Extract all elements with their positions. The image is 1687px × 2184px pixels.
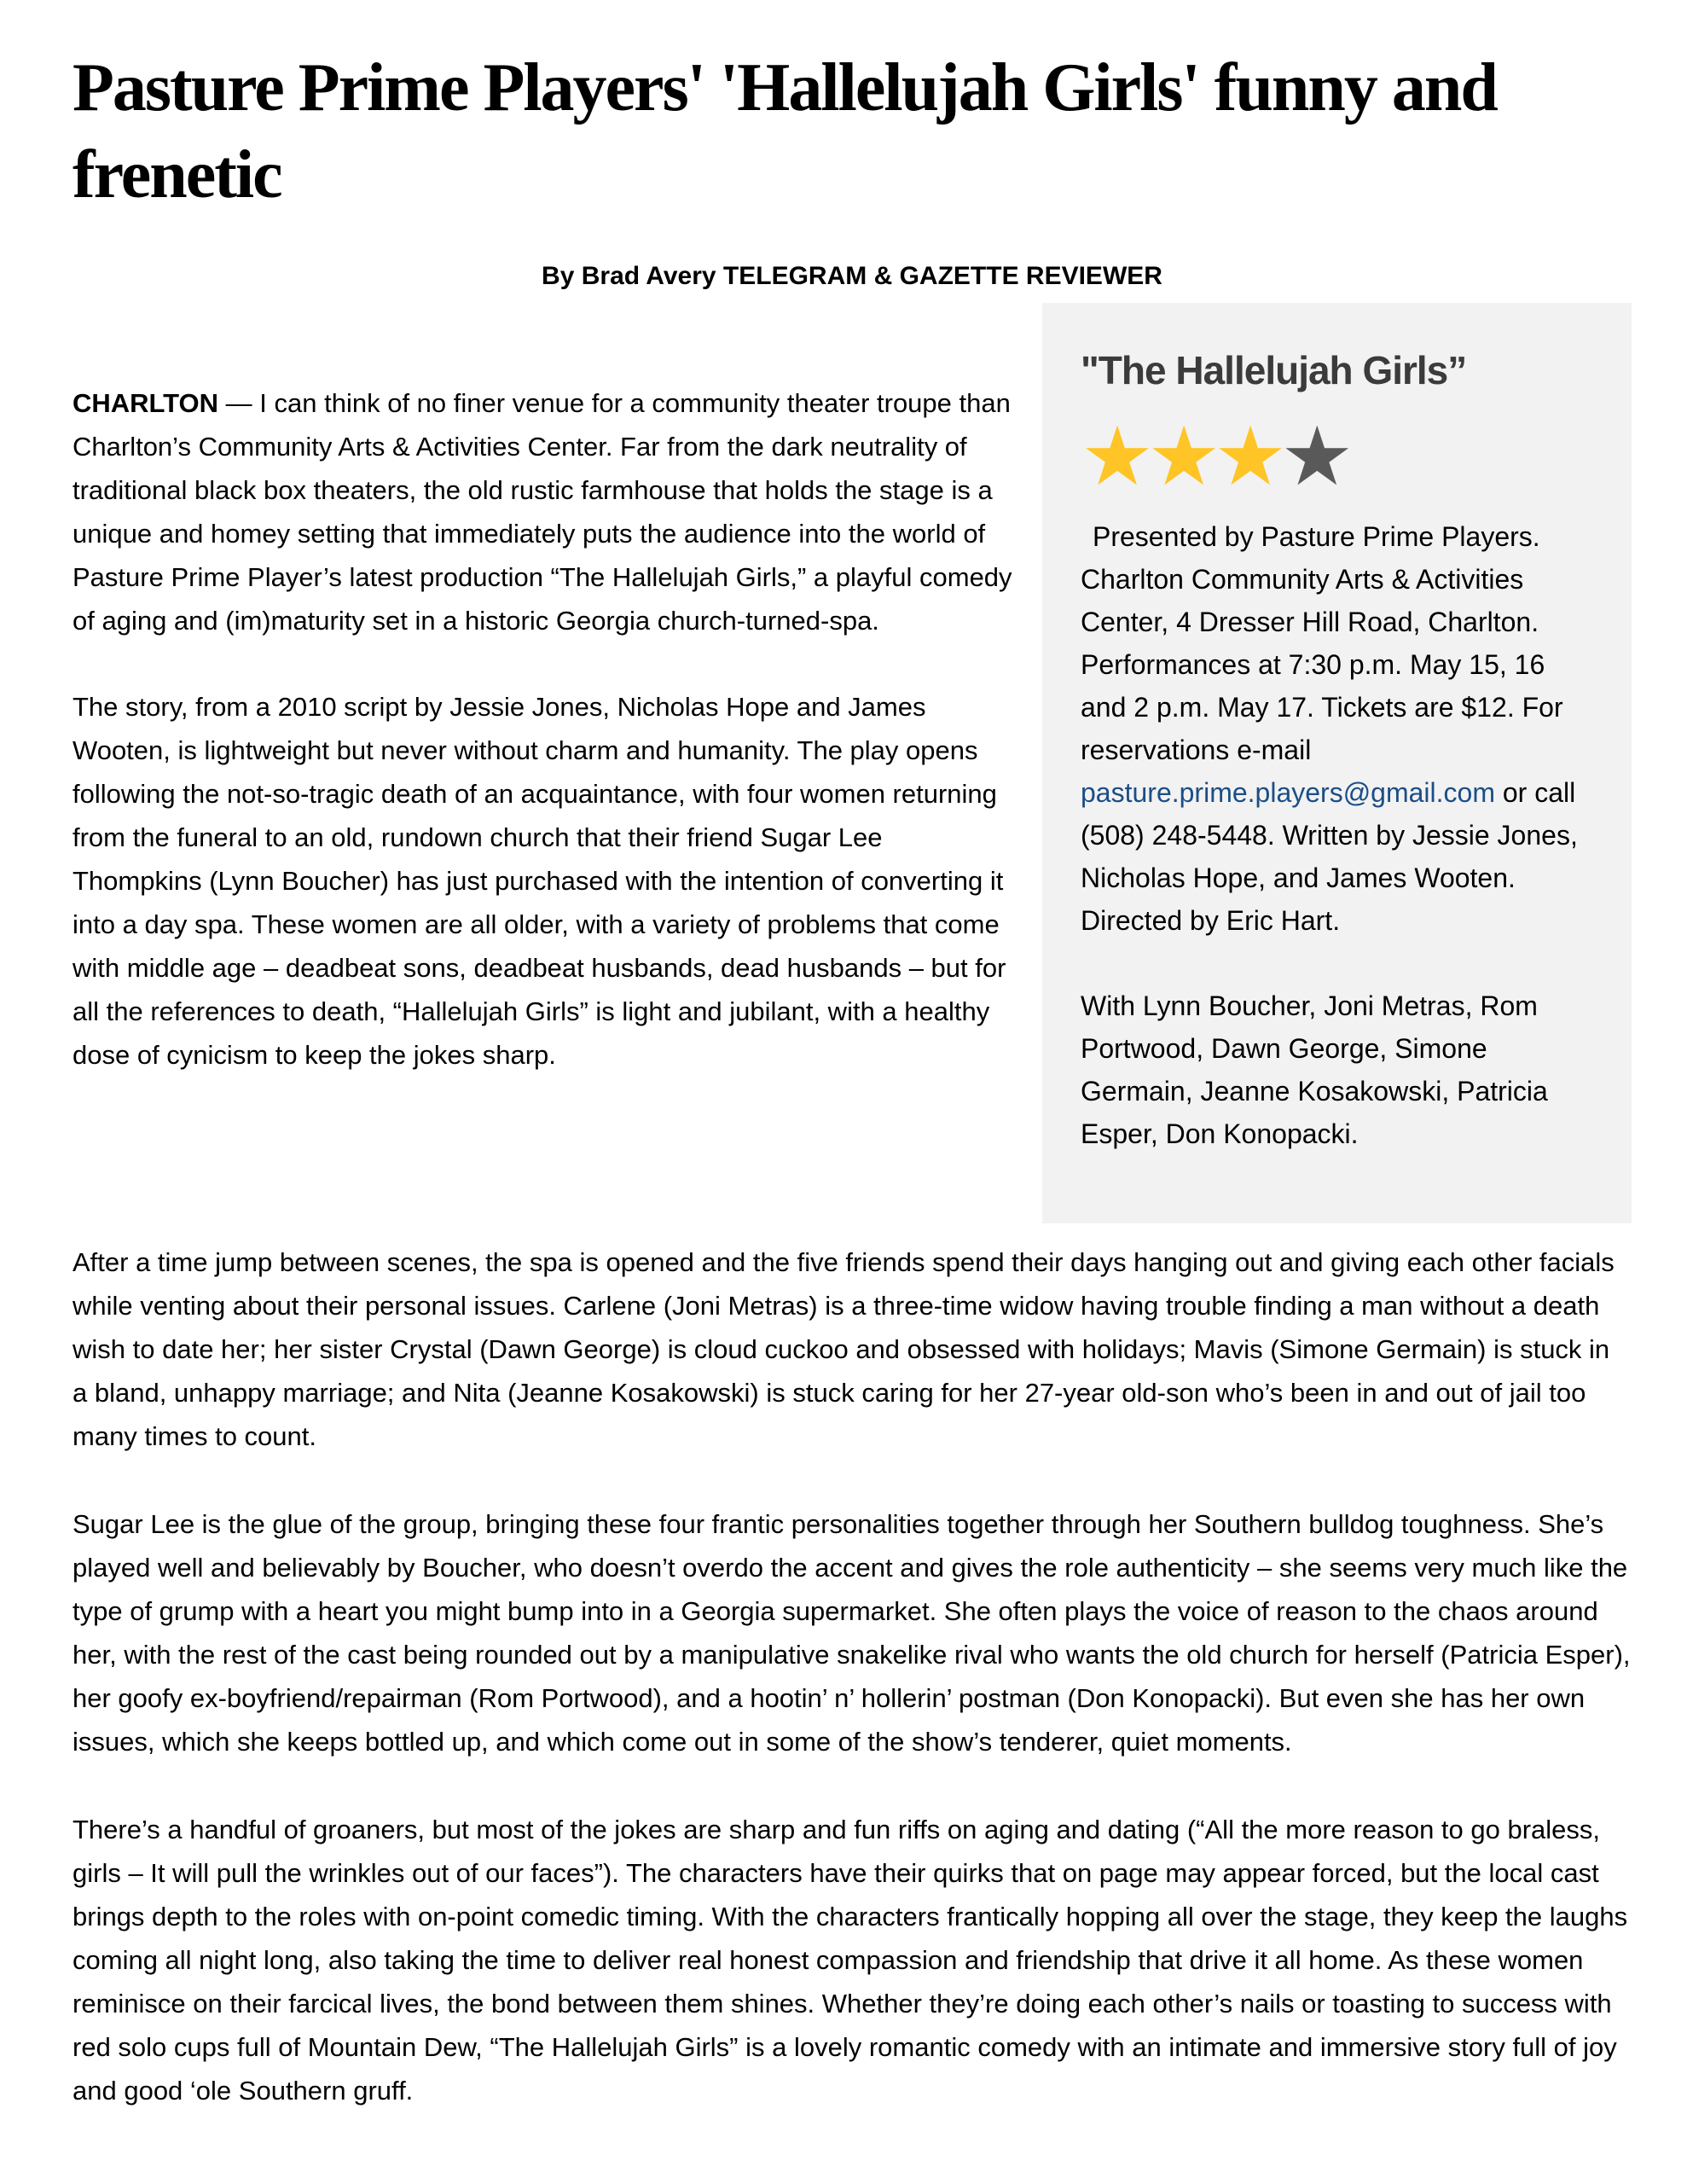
star-filled-icon: ★ bbox=[1214, 408, 1281, 504]
article-lead-paragraph bbox=[72, 381, 1018, 642]
email-link[interactable]: pasture.prime.players@gmail.com bbox=[1081, 776, 1495, 808]
show-title: "The Hallelujah Girls” bbox=[1081, 347, 1467, 392]
article-paragraph: Sugar Lee is the glue of the group, bringing these four frantic personalities together through her Southern bulldog toughness. She’s played well and believably by Boucher, who doesn’t overdo the accent and gives the role authenticity – she seems very much like the type of grump with a heart you might bump into in a Georgia supermarket. She often plays the voice of reason to the chaos around her, with the rest of the cast being rounded out by a manipulative snakelike rival who wants the old church for herself (Patricia Esper), her goofy ex-boyfriend/repairman (Rom Portwood), and a hootin’ n’ hollerin’ postman (Don Konopacki). But even she has her own issues, which she keeps bottled up, and which come out in some of the show’s tenderer, quiet moments. bbox=[72, 1508, 1631, 1757]
dateline: CHARLTON bbox=[72, 387, 219, 418]
star-filled-icon: ★ bbox=[1147, 408, 1215, 504]
cast-list: With Lynn Boucher, Joni Metras, Rom Portwood, Dawn George, Simone Germain, Jeanne Kosakowski, Patricia Esper, Don Konopacki. bbox=[1081, 990, 1548, 1149]
lead-paragraph-text: — I can think of no finer venue for a community theater troupe than Charlton’s Community Arts & Activities Center. Far from the dark neutrality of traditional black box theaters, the old rustic farmhouse that holds the stage is a unique and homey setting that immediately puts the audience into the world of Pasture Prime Player’s latest production “The Hallelujah Girls,” a playful comedy of aging and (im)maturity set in a historic Georgia church-turned-spa. bbox=[72, 387, 1012, 636]
article-paragraph: The story, from a 2010 script by Jessie Jones, Nicholas Hope and James Wooten, is lightweight but never without charm and humanity. The play opens following the not-so-tragic death of an acquaintance, with four women returning from the funeral to an old, rundown church that their friend Sugar Lee Thompkins (Lynn Boucher) has just purchased with the intention of converting it into a day spa. These women are all older, with a variety of problems that come with middle age – deadbeat sons, deadbeat husbands, dead husbands – but for all the references to death, “Hallelujah Girls” is light and jubilant, with a healthy dose of cynicism to keep the jokes sharp. bbox=[72, 691, 1006, 1070]
article-paragraph: There’s a handful of groaners, but most of the jokes are sharp and fun riffs on aging and dating (“All the more reason to go braless, girls – It will pull the wrinkles out of our faces”). The characters have their quirks that on page may appear forced, but the local cast brings depth to the roles with on-point comedic timing. With the characters frantically hopping all over the stage, they keep the laughs coming all night long, also taking the time to deliver real honest compassion and friendship that drive it all home. As these women reminisce on their farcical lives, the bond between them shines. Whether they’re doing each other’s nails or toasting to success with red solo cups full of Mountain Dew, “The Hallelujah Girls” is a lovely romantic comedy with an intimate and immersive story full of joy and good ‘ole Southern gruff. bbox=[72, 1814, 1628, 2106]
show-details-post: or call (508) 248-5448. Written by Jessie Jones, Nicholas Hope, and James Wooten. Directed by Eric Hart. bbox=[1081, 776, 1578, 936]
article-body-column bbox=[72, 303, 1042, 1119]
article-paragraph: After a time jump between scenes, the spa is opened and the five friends spend their days hanging out and giving each other facials while venting about their personal issues. Carlene (Joni Metras) is a three-time widow having trouble finding a man without a death wish to date her; her sister Crystal (Dawn George) is cloud cuckoo and obsessed with holidays; Mavis (Simone Germain) is stuck in a bland, unhappy marriage; and Nita (Jeanne Kosakowski) is stuck caring for her 27-year old-son who’s been in and out of jail too many times to count. bbox=[72, 1246, 1615, 1451]
star-filled-icon: ★ bbox=[1081, 408, 1148, 504]
show-details-pre: Presented by Pasture Prime Players. Charlton Community Arts & Activities Center, 4 Dresser Hill Road, Charlton. Performances at 7:30 p.m. May 15, 16 and 2 p.m. May 17. Tickets are $12. For reservations e-mail bbox=[1081, 520, 1563, 765]
star-empty-icon: ★ bbox=[1280, 408, 1348, 504]
star-rating bbox=[1081, 408, 1593, 504]
byline: By Brad Avery TELEGRAM & GAZETTE REVIEWER bbox=[542, 261, 1162, 290]
page-title: Pasture Prime Players' 'Hallelujah Girls' funny and frenetic bbox=[72, 50, 1497, 213]
show-info-box bbox=[1042, 303, 1632, 1223]
content-row bbox=[72, 303, 1632, 1223]
show-details bbox=[1081, 515, 1593, 942]
article-body-full bbox=[72, 1240, 1632, 2112]
